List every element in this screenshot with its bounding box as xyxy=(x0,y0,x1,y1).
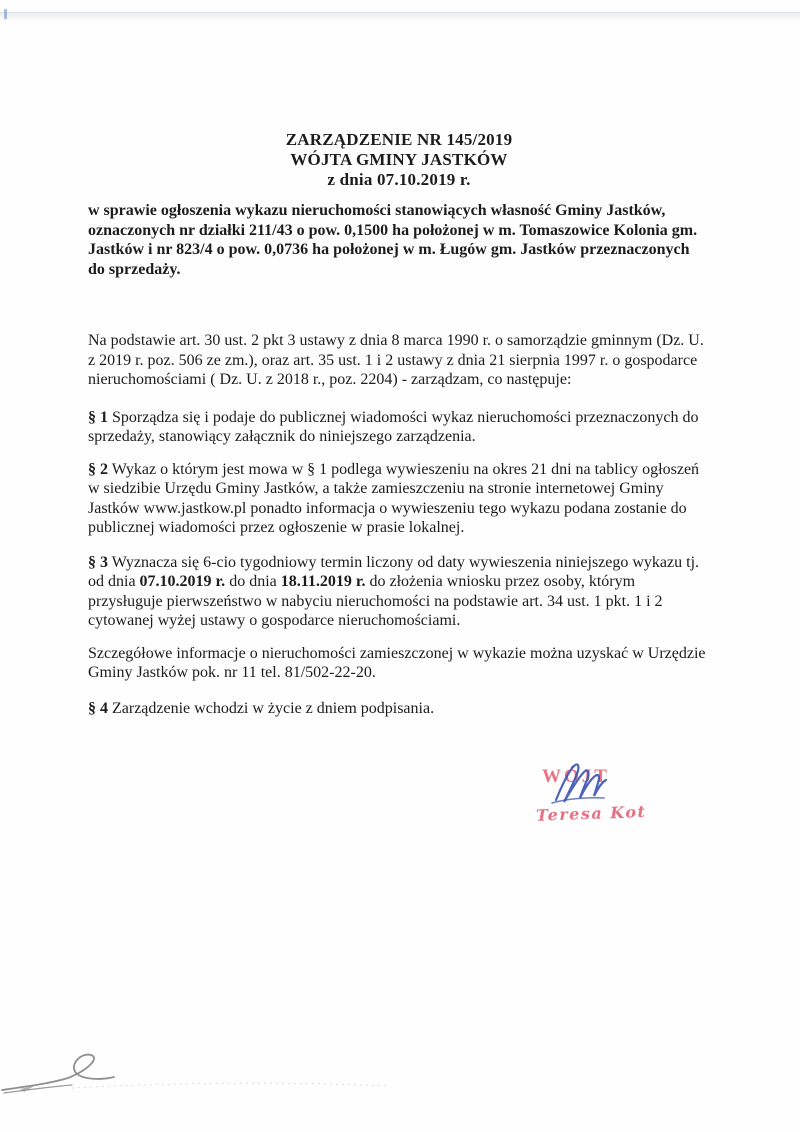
document-content xyxy=(88,0,710,718)
scan-artifact-tick xyxy=(4,9,7,19)
section-4-text: Zarządzenie wchodzi w życie z dniem podpisania. xyxy=(112,699,435,717)
contact-info-paragraph: Szczegółowe informacje o nieruchomości zamieszczonej w wykazie można uzyskać w Urzędzie Gminy Jastków pok. nr 11 tel. 81/502-22-20. xyxy=(88,644,706,681)
signature-block xyxy=(528,762,688,842)
pencil-scribble-icon xyxy=(0,1046,400,1116)
section-1-paragraph xyxy=(88,408,710,447)
document-title xyxy=(88,0,710,190)
signer-name-stamp: Teresa Kot xyxy=(535,802,647,825)
section-3-paragraph xyxy=(88,553,710,631)
deadline-start-date: 07.10.2019 r. xyxy=(139,573,226,590)
section-2-paragraph xyxy=(88,460,710,538)
subject-paragraph: w sprawie ogłoszenia wykazu nieruchomości stanowiących własność Gminy Jastków, oznaczonych nr działki 211/43 o pow. 0,1500 ha położonej w m. Tomaszowice Kolonia gm. Jastków i nr 823/4 o pow. 0,0736 ha położonej w m. Ługów gm. Jastków przeznaczonych do sprzedaży. xyxy=(88,202,698,278)
section-3-marker: § 3 xyxy=(88,553,108,571)
section-4-paragraph xyxy=(88,699,710,719)
deadline-end-date: 18.11.2019 r. xyxy=(280,573,366,590)
title-line-authority: WÓJTA GMINY JASTKÓW xyxy=(290,150,508,169)
section-1-marker: § 1 xyxy=(88,408,108,426)
mayor-stamp-text: WÓJT xyxy=(542,766,610,787)
section-3-text-start: Wyznacza się 6-cio tygodniowy termin liczony od daty wywieszenia niniejszego wykazu tj. od dnia xyxy=(88,553,700,590)
title-line-date: z dnia 07.10.2019 r. xyxy=(327,170,471,189)
title-line-number: ZARZĄDZENIE NR 145/2019 xyxy=(285,130,513,149)
legal-basis-paragraph: Na podstawie art. 30 ust. 2 pkt 3 ustawy z dnia 8 marca 1990 r. o samorządzie gminnym (Dz. U. z 2019 r. poz. 506 ze zm.), oraz art. 35 ust. 1 i 2 ustawy z dnia 21 sierpnia 1997 r. o gospodarce nieruchomościami ( Dz. U. z 2018 r., poz. 2204) - zarządzam, co następuje: xyxy=(88,332,704,388)
section-2-marker: § 2 xyxy=(88,460,108,478)
section-1-text: Sporządza się i podaje do publicznej wiadomości wykaz nieruchomości przeznaczonych do sprzedaży, stanowiący załącznik do niniejszego zarządzenia. xyxy=(88,408,699,445)
section-2-text: Wykaz o którym jest mowa w § 1 podlega wywieszeniu na okres 21 dni na tablicy ogłoszeń w siedzibie Urzędu Gminy Jastków, a także zamieszczeniu na stronie internetowej Gminy Jastków www.jastkow.pl ponadto informacja o wywieszeniu tego wykazu podana zostanie do publicznej wiadomości przez ogłoszenie w prasie lokalnej. xyxy=(88,460,700,536)
section-3-text-mid: do dnia xyxy=(229,573,277,590)
section-4-marker: § 4 xyxy=(88,699,108,717)
section-3-text-end: do złożenia wniosku przez osoby, którym przysługuje pierwszeństwo w nabyciu nieruchomości na podstawie art. 34 ust. 1 pkt. 1 i 2 cytowanej wyżej ustawy o gospodarce nieruchomościami. xyxy=(88,573,663,629)
